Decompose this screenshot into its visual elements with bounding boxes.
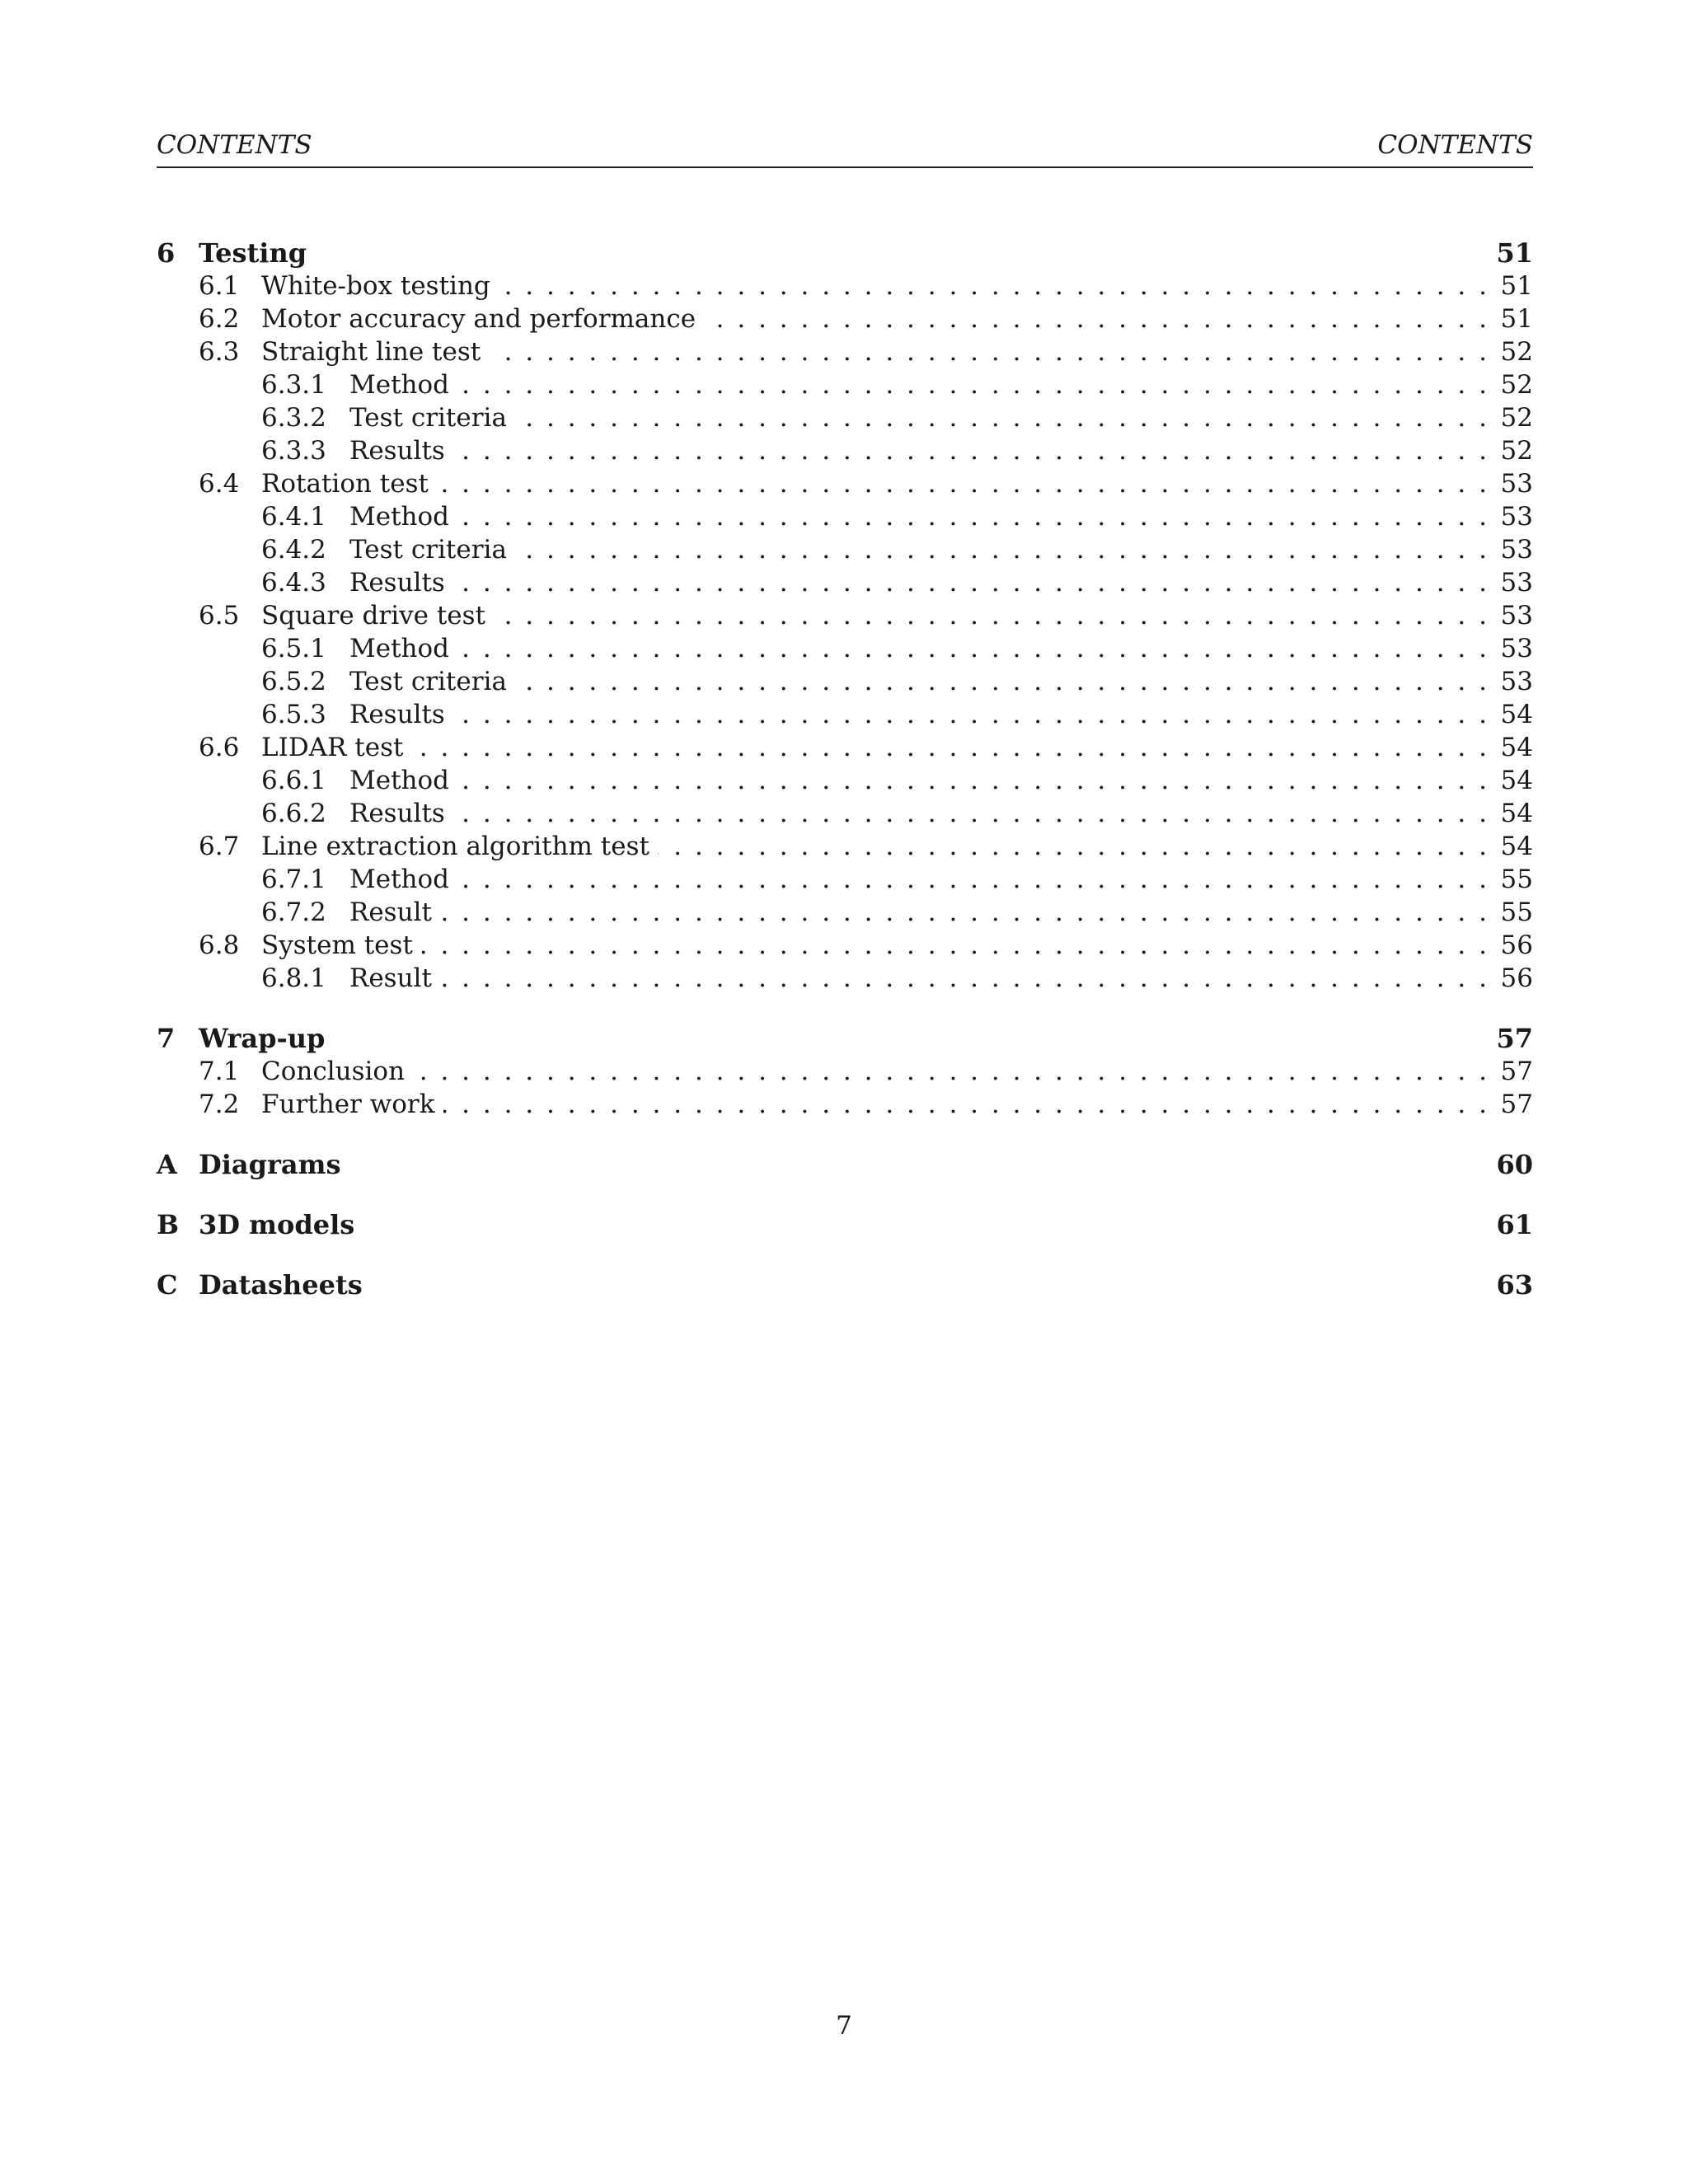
toc-entry-page: 61 [1481,1208,1533,1241]
toc-entry-title: Method [349,632,457,665]
toc-section-entry[interactable] [157,599,1533,632]
toc-entry-title: Motor accuracy and performance [261,302,704,335]
toc-entry-title: Testing [199,237,315,269]
toc-entry-title: Method [349,764,457,797]
toc-entry-page: 51 [1481,237,1533,269]
toc-entry-page: 60 [1481,1148,1533,1181]
toc-entry-title: Result [349,896,440,929]
toc-entry-number: 6.7.2 [261,898,326,927]
toc-dot-leader [349,896,1487,929]
toc-subsection-entry[interactable] [157,797,1533,830]
toc-entry-page: 53 [1486,599,1533,632]
toc-entry-title: Wrap-up [199,1022,333,1055]
toc-entry-page: 51 [1486,269,1533,302]
toc-entry-title: Method [349,368,457,401]
toc-subsection-entry[interactable] [157,533,1533,566]
toc-dot-leader [261,731,1487,764]
table-of-contents [157,237,1533,1301]
toc-entry-page: 57 [1481,1022,1533,1055]
toc-section-entry[interactable] [157,335,1533,368]
toc-entry-title: Results [349,566,453,599]
toc-dot-leader [349,962,1487,995]
toc-entry-page: 52 [1486,335,1533,368]
toc-entry-number: 6.5.3 [261,700,326,729]
toc-entry-title: Method [349,500,457,533]
toc-entry-number: 6.4.1 [261,502,326,532]
toc-entry-title: Rotation test [261,467,437,500]
toc-entry-number: 6.7 [199,832,240,861]
toc-entry-page: 54 [1486,698,1533,731]
toc-entry-page: 55 [1486,863,1533,896]
toc-entry-page: 57 [1486,1088,1533,1121]
toc-entry-title: Straight line test [261,335,489,368]
toc-section-entry[interactable] [157,467,1533,500]
toc-subsection-entry[interactable] [157,434,1533,467]
toc-entry-page: 63 [1481,1268,1533,1301]
toc-entry-title: System test [261,929,421,962]
toc-entry-number: C [157,1269,178,1301]
toc-entry-page: 53 [1486,632,1533,665]
toc-entry-page: 54 [1486,731,1533,764]
toc-entry-page: 57 [1486,1055,1533,1088]
toc-entry-number: 6 [157,237,176,269]
toc-section-entry[interactable] [157,830,1533,863]
toc-dot-leader [349,434,1487,467]
toc-entry-title: Method [349,863,457,896]
toc-entry-number: 6.5.2 [261,667,326,696]
toc-subsection-entry[interactable] [157,566,1533,599]
running-header-left: CONTENTS [157,130,312,160]
running-header [157,129,1533,168]
toc-entry-number: 6.3.2 [261,403,326,433]
toc-entry-page: 53 [1486,533,1533,566]
toc-section-entry[interactable] [157,269,1533,302]
toc-entry-number: 6.4.3 [261,568,326,598]
toc-entry-title: Test criteria [349,665,515,698]
toc-subsection-entry[interactable] [157,665,1533,698]
toc-entry-title: LIDAR test [261,731,411,764]
toc-entry-number: A [157,1149,177,1180]
toc-entry-page: 54 [1486,797,1533,830]
toc-section-entry[interactable] [157,1055,1533,1088]
toc-entry-number: 7 [157,1023,176,1054]
toc-chapter-entry[interactable] [157,1022,1533,1055]
toc-entry-number: 6.3.1 [261,370,326,400]
toc-dot-leader [349,764,1487,797]
toc-entry-number: 6.6 [199,733,240,762]
toc-entry-title: Conclusion [261,1055,413,1088]
toc-entry-title: Test criteria [349,533,515,566]
toc-entry-page: 53 [1486,500,1533,533]
toc-entry-title: Results [349,797,453,830]
toc-entry-title: White-box testing [261,269,499,302]
toc-entry-title: Square drive test [261,599,494,632]
toc-entry-number: 6.5 [199,601,240,630]
toc-subsection-entry[interactable] [157,401,1533,434]
toc-dot-leader [349,533,1487,566]
toc-entry-page: 52 [1486,434,1533,467]
toc-dot-leader [349,863,1487,896]
toc-dot-leader [261,1088,1487,1121]
toc-entry-number: 6.6.1 [261,766,326,795]
toc-entry-page: 53 [1486,566,1533,599]
toc-entry-title: Diagrams [199,1148,349,1181]
toc-dot-leader [349,698,1487,731]
toc-entry-number: 7.2 [199,1090,240,1119]
toc-entry-page: 54 [1486,764,1533,797]
toc-entry-number: 6.8.1 [261,963,326,993]
toc-entry-title: Line extraction algorithm test [261,830,658,863]
toc-subsection-entry[interactable] [157,896,1533,929]
toc-subsection-entry[interactable] [157,368,1533,401]
toc-entry-number: 6.4.2 [261,535,326,565]
toc-entry-page: 52 [1486,368,1533,401]
toc-entry-page: 51 [1486,302,1533,335]
toc-dot-leader [261,929,1487,962]
toc-chapter-entry[interactable] [157,237,1533,269]
toc-entry-page: 53 [1486,665,1533,698]
toc-subsection-entry[interactable] [157,500,1533,533]
toc-dot-leader [349,797,1487,830]
toc-entry-page: 55 [1486,896,1533,929]
toc-entry-page: 56 [1486,962,1533,995]
toc-entry-number: 7.1 [199,1057,240,1086]
toc-chapter-entry[interactable] [157,1268,1533,1301]
toc-dot-leader [349,632,1487,665]
toc-dot-leader [261,1055,1487,1088]
toc-section-entry[interactable] [157,731,1533,764]
toc-entry-number: 6.6.2 [261,799,326,828]
toc-subsection-entry[interactable] [157,764,1533,797]
toc-section-entry[interactable] [157,302,1533,335]
toc-entry-page: 53 [1486,467,1533,500]
toc-subsection-entry[interactable] [157,863,1533,896]
toc-section-entry[interactable] [157,929,1533,962]
toc-dot-leader [349,566,1487,599]
toc-entry-number: 6.4 [199,469,240,499]
toc-entry-title: 3D models [199,1208,363,1241]
toc-entry-title: Datasheets [199,1268,371,1301]
toc-entry-number: B [157,1209,180,1240]
toc-chapter-entry[interactable] [157,1208,1533,1241]
toc-dot-leader [349,665,1487,698]
toc-entry-number: 6.1 [199,271,240,301]
toc-entry-title: Result [349,962,440,995]
toc-section-entry[interactable] [157,1088,1533,1121]
toc-dot-leader [349,368,1487,401]
toc-subsection-entry[interactable] [157,632,1533,665]
toc-dot-leader [349,401,1487,434]
toc-entry-number: 6.7.1 [261,865,326,894]
toc-entry-number: 6.3.3 [261,436,326,466]
page-number: 7 [836,2011,852,2041]
toc-entry-title: Further work [261,1088,443,1121]
running-header-right: CONTENTS [1377,130,1533,160]
toc-entry-number: 6.5.1 [261,634,326,663]
toc-entry-page: 56 [1486,929,1533,962]
toc-entry-page: 54 [1486,830,1533,863]
toc-entry-number: 6.2 [199,304,240,334]
toc-entry-number: 6.3 [199,337,240,367]
toc-entry-title: Results [349,434,453,467]
toc-chapter-entry[interactable] [157,1148,1533,1181]
toc-dot-leader [261,467,1487,500]
toc-subsection-entry[interactable] [157,698,1533,731]
toc-entry-page: 52 [1486,401,1533,434]
toc-subsection-entry[interactable] [157,962,1533,995]
toc-entry-title: Test criteria [349,401,515,434]
toc-entry-title: Results [349,698,453,731]
toc-entry-number: 6.8 [199,930,240,960]
toc-dot-leader [349,500,1487,533]
